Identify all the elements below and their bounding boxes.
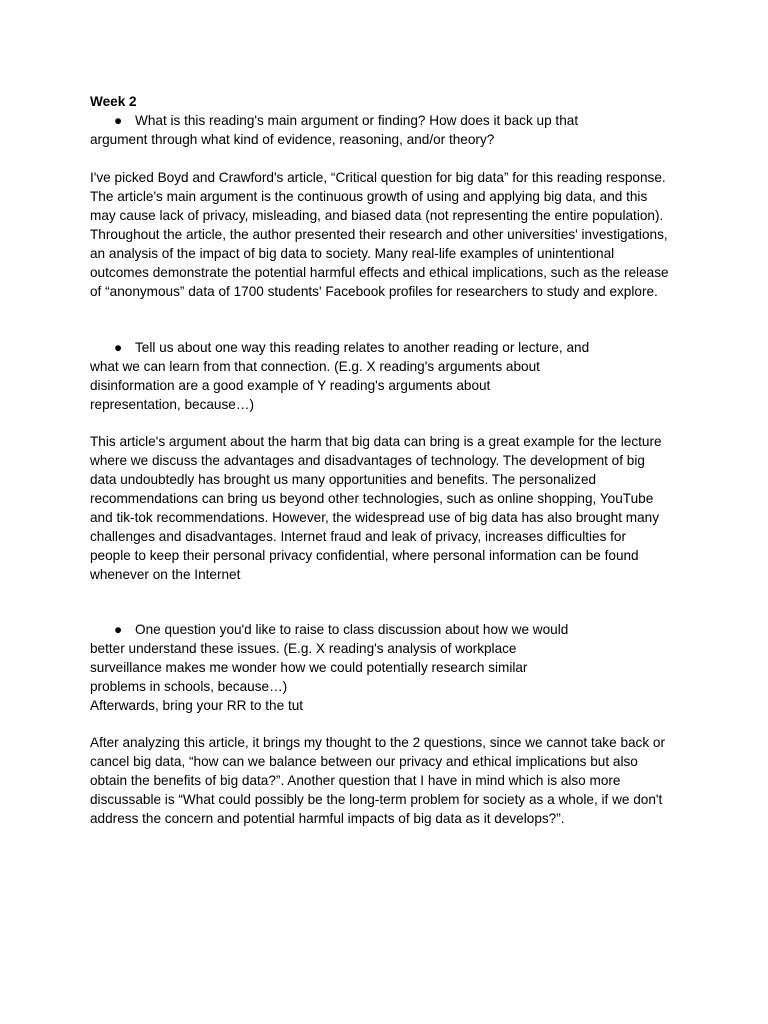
answer-1-line-1: I've picked Boyd and Crawford's article, “Critical question for big data” for this reading response. xyxy=(90,170,666,185)
answer-1-line-6: outcomes demonstrate the potential harmful effects and ethical implications, such as the release xyxy=(90,265,669,280)
answer-1-line-2: The article's main argument is the continuous growth of using and applying big data, and this xyxy=(90,189,648,204)
bullet-icon: ● xyxy=(114,340,123,355)
answer-3-line-5: address the concern and potential harmful impacts of big data as it develops?”. xyxy=(90,811,565,826)
answer-2-line-8: whenever on the Internet xyxy=(90,567,241,582)
prompt-2-line-1: ● Tell us about one way this reading relates to another reading or lecture, and xyxy=(90,338,589,357)
prompt-2-line-4: representation, because…) xyxy=(90,397,254,412)
answer-2-line-1: This article's argument about the harm that big data can bring is a great example for the lecture xyxy=(90,434,662,449)
prompt-3-line-4: problems in schools, because…) xyxy=(90,679,288,694)
prompt-1-line-2: argument through what kind of evidence, reasoning, and/or theory? xyxy=(90,132,495,147)
prompt-3-line-2: better understand these issues. (E.g. X reading's analysis of workplace xyxy=(90,641,517,656)
prompt-3-line-1: ● One question you'd like to raise to class discussion about how we would xyxy=(90,620,568,639)
week-heading: Week 2 xyxy=(90,94,137,109)
answer-2-line-4: recommendations can bring us beyond other technologies, such as online shopping, YouTube xyxy=(90,491,654,506)
answer-2-line-2: where we discuss the advantages and disadvantages of technology. The development of big xyxy=(90,453,645,468)
prompt-3-line-5: Afterwards, bring your RR to the tut xyxy=(90,698,304,713)
bullet-icon: ● xyxy=(114,113,123,128)
answer-2-line-7: people to keep their personal privacy confidential, where personal information can be found xyxy=(90,548,639,563)
answer-2-line-5: and tik-tok recommendations. However, the widespread use of big data has also brought many xyxy=(90,510,659,525)
answer-1-line-4: Throughout the article, the author presented their research and other universities' investigations, xyxy=(90,227,668,242)
answer-2-line-6: challenges and disadvantages. Internet fraud and leak of privacy, increases difficulties for xyxy=(90,529,627,544)
bullet-icon: ● xyxy=(114,622,123,637)
answer-1-line-5: an analysis of the impact of big data to society. Many real-life examples of unintentional xyxy=(90,246,615,261)
prompt-1-line-1: ● What is this reading's main argument or finding? How does it back up that xyxy=(90,111,578,130)
prompt-3-line-3: surveillance makes me wonder how we could potentially research similar xyxy=(90,660,528,675)
answer-2-line-3: data undoubtedly has brought us many opportunities and benefits. The personalized xyxy=(90,472,597,487)
answer-3-line-4: discussable is “What could possibly be the long-term problem for society as a whole, if we don't xyxy=(90,792,663,807)
answer-1-line-3: may cause lack of privacy, misleading, and biased data (not representing the entire population). xyxy=(90,208,664,223)
answer-1-line-7: of “anonymous” data of 1700 students' Facebook profiles for researchers to study and explore. xyxy=(90,284,658,299)
prompt-2-line-2: what we can learn from that connection. (E.g. X reading's arguments about xyxy=(90,359,540,374)
answer-3-line-2: cancel big data, “how can we balance between our privacy and ethical implications but also xyxy=(90,754,638,769)
answer-3-line-3: obtain the benefits of big data?”. Another question that I have in mind which is also more xyxy=(90,773,621,788)
answer-3-line-1: After analyzing this article, it brings my thought to the 2 questions, since we cannot take back or xyxy=(90,735,666,750)
prompt-2-line-3: disinformation are a good example of Y reading's arguments about xyxy=(90,378,491,393)
